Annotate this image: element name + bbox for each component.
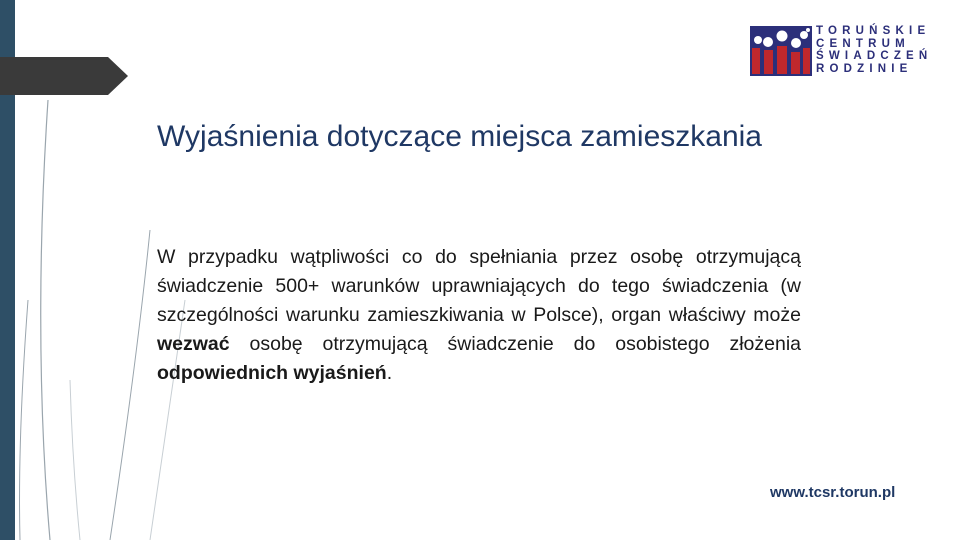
arrow-tab-decoration [0, 57, 128, 95]
logo-line-4: RODZINIE [816, 62, 913, 75]
body-text-part-1: W przypadku wątpliwości co do spełniania przez osobę otrzymującą świadczenie 500+ warunków uprawniających do tego świadczenia (w szczególności warunku zamieszkiwania w Polsce), organ właściwy może [157, 246, 801, 326]
body-bold-wezwac: wezwać [157, 333, 230, 355]
body-text-part-3: . [386, 362, 393, 384]
logo-figures-icon [750, 26, 812, 76]
logo-line-3: ŚWIADCZEŃ [816, 50, 933, 63]
logo-line-2: CENTRUM [816, 37, 910, 50]
website-url: www.tcsr.torun.pl [770, 484, 896, 501]
logo-line-1: TORUŃSKIE [816, 25, 931, 37]
slide-title: Wyjaśnienia dotyczące miejsca zamieszkania [157, 120, 762, 153]
tcsr-logo [750, 26, 936, 78]
logo-wordmark [816, 25, 932, 75]
slide-body-text [157, 243, 801, 388]
body-bold-wyjasnien: odpowiednich wyjaśnień [157, 362, 387, 384]
body-text-part-2: osobę otrzymującą świadczenie do osobistego złożenia [229, 333, 801, 355]
